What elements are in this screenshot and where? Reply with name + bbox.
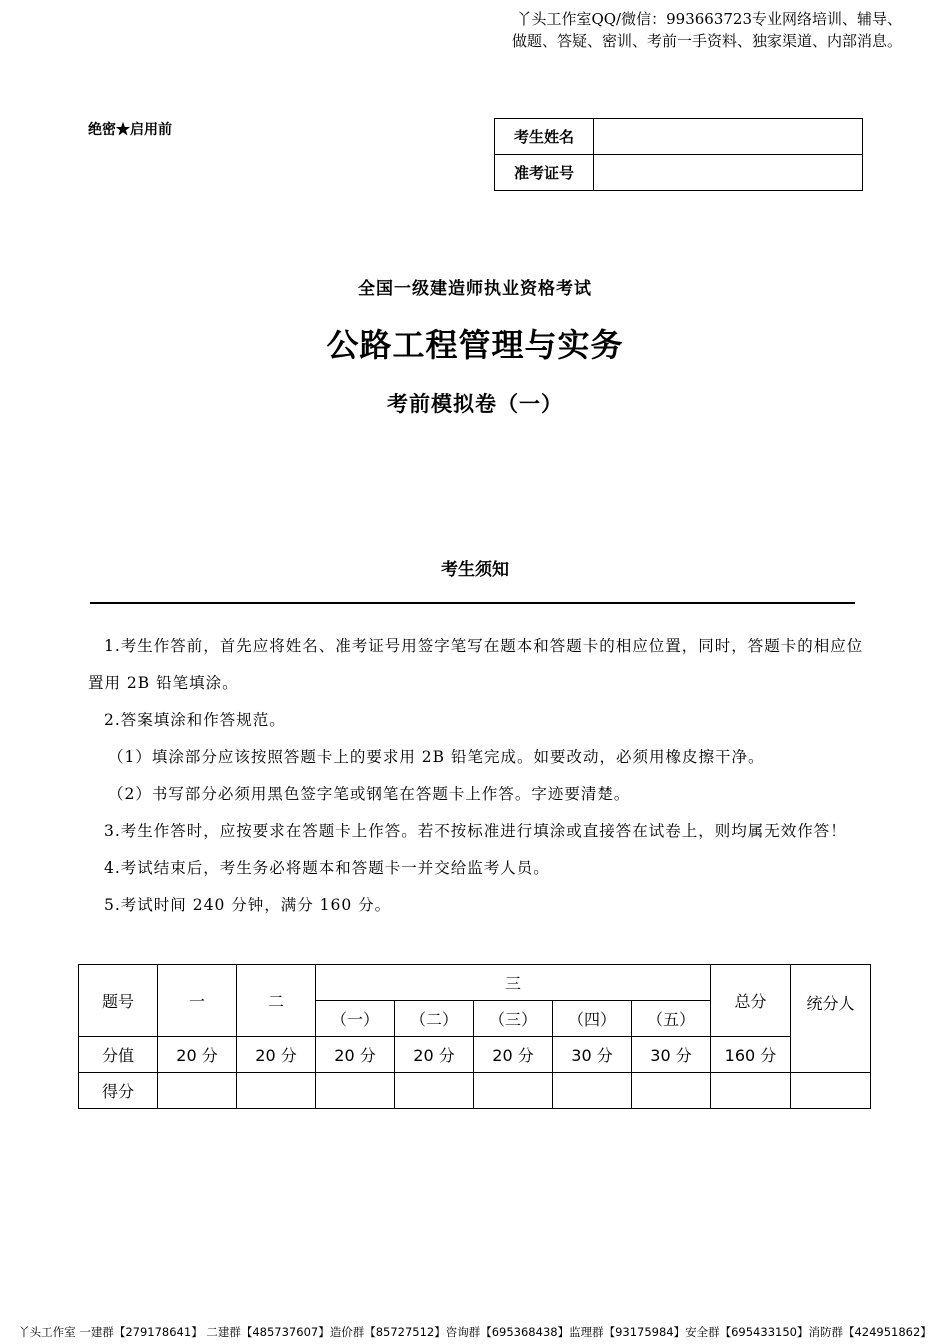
notice-item: （1）填涂部分应该按照答题卡上的要求用 2B 铅笔完成。如要改动，必须用橡皮擦干净。 (108, 748, 765, 766)
header-sub-3: （三） (474, 1001, 553, 1037)
score-cell[interactable] (474, 1073, 553, 1109)
exam-title: 全国一级建造师执业资格考试 (358, 279, 592, 299)
name-label: 考生姓名 (495, 119, 594, 155)
score-cell[interactable] (237, 1073, 316, 1109)
header-part-one: 一 (158, 965, 237, 1037)
divider (90, 602, 855, 604)
scorer-cell[interactable] (791, 1073, 871, 1109)
header-part-three: 三 (316, 965, 711, 1001)
notice-title: 考生须知 (441, 560, 509, 580)
notice-item: （2）书写部分必须用黑色签字笔或钢笔在答题卡上作答。字迹要清楚。 (108, 785, 631, 803)
header-sub-1: （一） (316, 1001, 395, 1037)
footer-groups: 丫头工作室 一建群【279178641】 二建群【485737607】造价群【85727512】咨询群【695368438】监理群【93175984】安全群【695433150】消防群【424951862】 (18, 1325, 932, 1339)
value-cell: 20 分 (316, 1037, 395, 1073)
value-cell: 20 分 (158, 1037, 237, 1073)
promo-header (512, 8, 902, 52)
row-value-label: 分值 (79, 1037, 158, 1073)
notice-list (88, 628, 868, 924)
header-sub-2: （二） (395, 1001, 474, 1037)
name-field[interactable] (594, 119, 863, 155)
paper-title: 考前模拟卷（一） (387, 391, 563, 416)
header-scorer: 统分人 (791, 965, 871, 1073)
notice-item: 3.考生作答时，应按要求在答题卡上作答。若不按标准进行填涂或直接答在试卷上，则均属无效作答！ (104, 822, 847, 840)
candidate-info-table (494, 118, 863, 191)
notice-item: 2.答案填涂和作答规范。 (104, 711, 286, 729)
exam-id-field[interactable] (594, 155, 863, 191)
value-cell: 20 分 (474, 1037, 553, 1073)
header-sub-5: （五） (632, 1001, 711, 1037)
header-sub-4: （四） (553, 1001, 632, 1037)
value-cell: 20 分 (237, 1037, 316, 1073)
value-cell-total: 160 分 (711, 1037, 791, 1073)
promo-line-2: 做题、答疑、密训、考前一手资料、独家渠道、内部消息。 (511, 32, 902, 50)
notice-item: 1.考生作答前，首先应将姓名、准考证号用签字笔写在题本和答题卡的相应位置，同时，答题卡的相应位置用 2B 铅笔填涂。 (88, 637, 864, 692)
score-cell[interactable] (632, 1073, 711, 1109)
value-cell: 30 分 (553, 1037, 632, 1073)
subject-title: 公路工程管理与实务 (326, 326, 624, 364)
score-cell[interactable] (553, 1073, 632, 1109)
score-cell[interactable] (316, 1073, 395, 1109)
header-part-two: 二 (237, 965, 316, 1037)
value-cell: 30 分 (632, 1037, 711, 1073)
score-cell[interactable] (158, 1073, 237, 1109)
value-cell: 20 分 (395, 1037, 474, 1073)
promo-line-1: 丫头工作室QQ/微信：993663723专业网络培训、辅导、 (516, 10, 902, 28)
score-cell-total[interactable] (711, 1073, 791, 1109)
header-question-number: 题号 (79, 965, 158, 1037)
secret-mark: 绝密★启用前 (88, 122, 172, 138)
row-score-label: 得分 (79, 1073, 158, 1109)
score-table (78, 964, 871, 1109)
notice-item: 5.考试时间 240 分钟，满分 160 分。 (104, 896, 392, 914)
notice-item: 4.考试结束后，考生务必将题本和答题卡一并交给监考人员。 (104, 859, 550, 877)
exam-id-label: 准考证号 (495, 155, 594, 191)
header-total: 总分 (711, 965, 791, 1037)
score-cell[interactable] (395, 1073, 474, 1109)
